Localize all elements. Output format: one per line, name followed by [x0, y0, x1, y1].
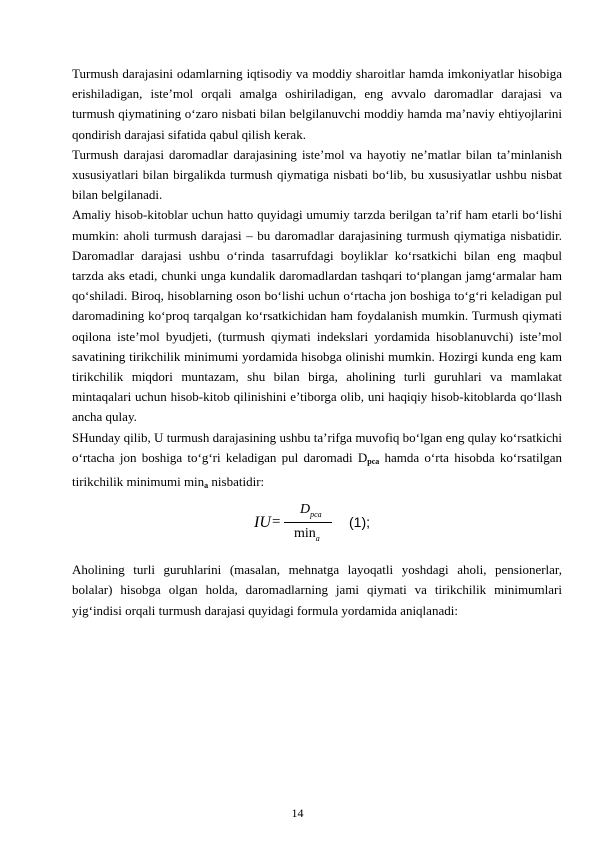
numerator-symbol: D: [300, 502, 311, 518]
p4-end: nisbatidir:: [208, 474, 265, 490]
formula-number: (1);: [349, 514, 370, 531]
formula-numerator: [300, 502, 322, 519]
numerator-subscript: pca: [310, 510, 322, 520]
paragraph-3: Amaliy hisob-kitoblar uchun hatto quyidagi umumiy tarzda berilgan ta’rif ham etarli bo‘lishi mumkin: aholi turmush darajasi – bu daromadlar darajasining turmush qiymatiga nisbatidir. Daromadlar darajasi ushbu o‘rinda tasarrufdagi boyliklar ko‘rsatkichi bilan eng maqbul tarzda aks etadi, chunki unga kundalik daromadlardan tashqari to‘plangan jamg‘armalar ham qo‘shiladi. Biroq, hisoblarning oson bo‘lishi uchun o‘rtacha jon boshiga to‘g‘ri keladigan pul daromadining ko‘proq tarqalgan ko‘rsatkichidan ham foydalanish mumkin. Turmush qiymati oqilona iste’mol byudjeti, (turmush qiymati indekslari yordamida hisoblanuvchi) iste’mol savatining tirikchilik minimumi yordamida hisobga olinishi mumkin. Hozirgi kunda eng kam tirikchilik miqdori muntazam, shu bilan birga, aholining turli guruhlari va mamlakat mintaqalari uchun hisob-kitob qilinishini e’tiborga olib, uni haqiqiy hisob-kitoblarda qo‘llash ancha qulay.: [72, 207, 562, 425]
p4-mid: hamda o‘rta hisobda ko‘rsatilgan tirikchilik minimumi min: [72, 449, 562, 490]
p4-text: SHunday qilib, U turmush darajasining ushbu ta’rifga muvofiq bo‘lgan eng qulay ko‘rsatkichi o‘rtacha jon boshiga to‘g‘ri keladigan pul daromadi D: [72, 429, 562, 465]
formula-equals: =: [272, 514, 281, 531]
denominator-subscript: a: [315, 534, 320, 544]
denominator-symbol: min: [294, 526, 316, 542]
formula-lhs: IU: [254, 514, 271, 532]
paragraph-4: [72, 428, 562, 497]
body-text: [72, 64, 562, 621]
page-number: 14: [291, 806, 304, 820]
formula-denominator: [294, 526, 320, 543]
paragraph-1: Turmush darajasini odamlarning iqtisodiy va moddiy sharoitlar hamda imkoniyatlar hisobiga erishiladigan, iste’mol orqali amalga oshiriladigan, eng avvalo daromadlar darajasi va turmush qiymatining o‘zaro nisbati bilan belgilanuvchi moddiy hamda ma’naviy ehtiyojlarini qondirish darajasi sifatida qabul qilish kerak.: [72, 66, 562, 142]
paragraph-5: Aholining turli guruhlarini (masalan, mehnatga layoqatli yoshdagi aholi, pensionerlar, bolalar) hisobga olgan holda, daromadlarning jami qiymati va tirikchilik minimumlari yig‘indisi orqali turmush darajasi quyidagi formula yordamida aniqlanadi:: [72, 562, 562, 618]
p4-sub-pca: pca: [367, 456, 380, 466]
formula-1: [72, 500, 562, 556]
fraction-bar: [284, 522, 332, 523]
p4-sub-a: a: [204, 481, 209, 491]
paragraph-2: Turmush darajasi daromadlar darajasining iste’mol va hayotiy ne’matlar bilan ta’minlanish xususiyatlari bilan birgalikda turmush qiymatiga nisbati bo‘lib, bu xususiyatlar ushbu nisbat bilan belgilanadi.: [72, 146, 562, 203]
